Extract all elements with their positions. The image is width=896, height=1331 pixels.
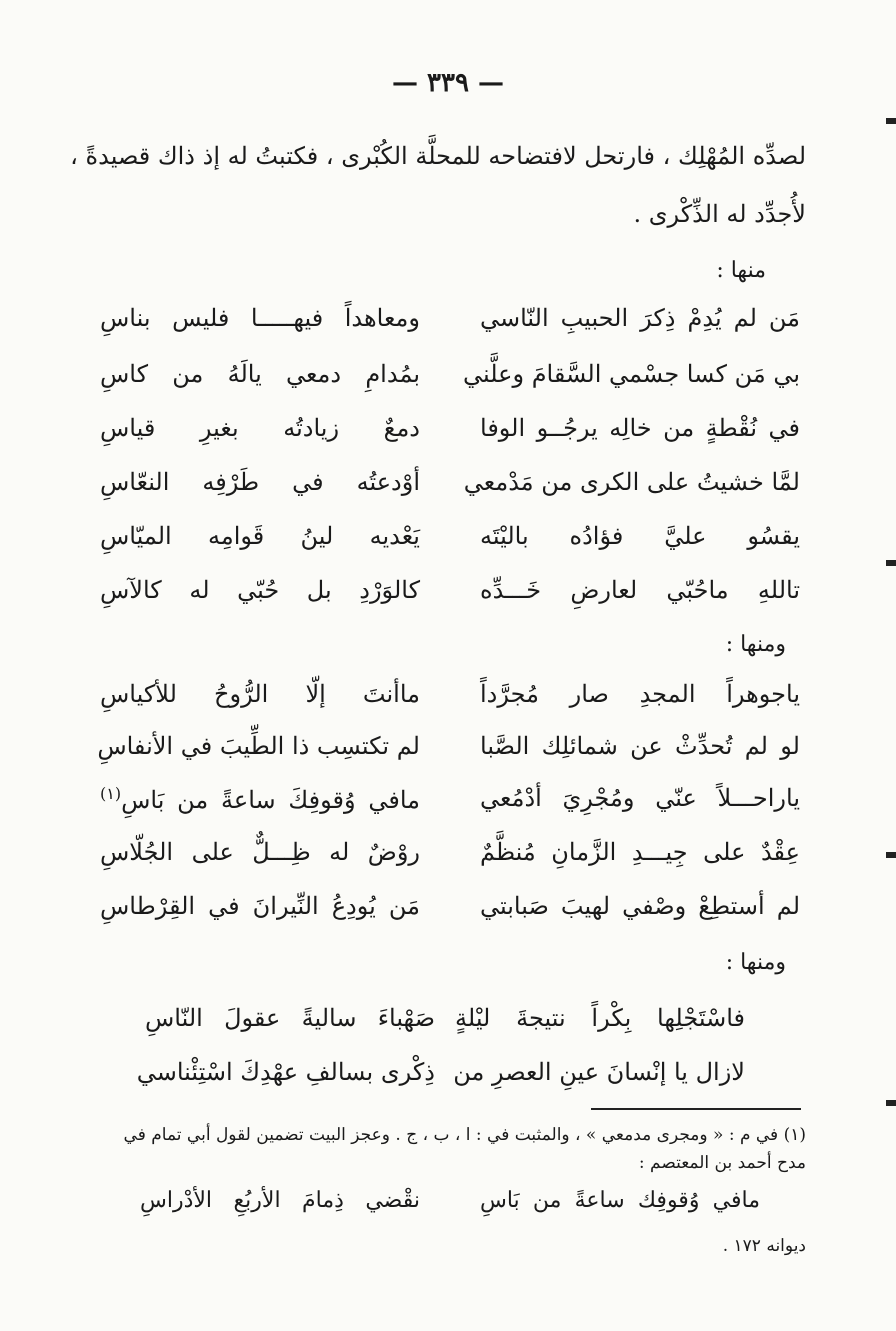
verse-first-hemistich: ياجوهراً المجدِ صار مُجرَّداً xyxy=(480,680,800,708)
verse-second-hemistich: ذِكْرى بسالفِ عهْدِكَ اسْتِئْناسي xyxy=(136,1058,435,1086)
verse-second-hemistich: دمعٌ زيادتُه بغيرِ قياسِ xyxy=(100,414,420,442)
verse-line xyxy=(97,732,800,772)
prose-line-2: لأُجدِّد له الذِّكْرى . xyxy=(633,200,806,228)
verse-line xyxy=(136,1058,745,1098)
section-label-minha: منها : xyxy=(716,258,766,283)
verse-second-hemistich: أوْدعتُه في طَرْفِه النعّاسِ xyxy=(100,468,420,496)
verse-first-hemistich: ياراحـــلاً عنّي ومُجْرِيَ أدْمُعي xyxy=(480,784,800,812)
edge-mark xyxy=(886,118,896,124)
verse-line xyxy=(100,784,800,824)
section-label-wa-minha: ومنها : xyxy=(725,632,786,657)
verse-first-hemistich: تاللهِ ماحُبّي لعارضِ خَـــدِّه xyxy=(480,576,800,604)
verse-first-hemistich: في نُقْطةٍ من خالِه يرجُــو الوفا xyxy=(480,414,800,442)
verse-first-hemistich: مافي وُقوفِك ساعةً من بَاسِ xyxy=(480,1188,760,1213)
verse-line xyxy=(100,414,800,454)
verse-second-hemistich xyxy=(100,784,420,814)
verse-second-hemistich: كالوَرْدِ بل حُبّي له كالآسِ xyxy=(100,576,420,604)
verse-first-hemistich: لو لم تُحدِّثْ عن شمائلِك الصَّبا xyxy=(480,732,800,760)
edge-mark xyxy=(886,852,896,858)
verse-second-hemistich: ماأنتَ إلّا الرُّوحُ للأكياسِ xyxy=(100,680,420,708)
edge-mark xyxy=(886,1100,896,1106)
verse-second-hemistich: صَهْباءَ ساليةً عقولَ النّاسِ xyxy=(145,1004,435,1032)
verse-first-hemistich: فاسْتَجْلِها بِكْراً نتيجةَ ليْلةٍ xyxy=(455,1004,745,1032)
section-label-wa-minha: ومنها : xyxy=(725,950,786,975)
edge-mark xyxy=(886,560,896,566)
verse-line xyxy=(100,576,800,616)
verse-hemistich-text: مافي وُقوفِكَ ساعةً من بَاسِ xyxy=(121,786,420,814)
verse-first-hemistich: مَن لم يُدِمْ ذِكرَ الحبيبِ النّاسي xyxy=(480,304,800,332)
verse-second-hemistich: روْضٌ له ظِـــلٌّ على الجُلّاسِ xyxy=(100,838,420,866)
page-number: — ٣٣٩ — xyxy=(391,68,505,98)
verse-first-hemistich: لازال يا إنْسانَ عينِ العصرِ من xyxy=(453,1058,745,1086)
verse-line xyxy=(100,304,800,344)
verse-line xyxy=(100,680,800,720)
verse-second-hemistich: ومعاهداً فيهـــــا فليس بناسِ xyxy=(100,304,420,332)
verse-line xyxy=(145,1004,745,1044)
footnote-reference: ديوانه ١٧٢ . xyxy=(722,1236,806,1256)
footnote-separator xyxy=(591,1108,801,1110)
verse-second-hemistich: نقْضي ذِمامَ الأربُعِ الأدْراسِ xyxy=(140,1188,420,1213)
verse-first-hemistich: لم أستطِعْ وصْفي لهيبَ صَبابتي xyxy=(480,892,800,920)
verse-line xyxy=(100,522,800,562)
footnote-marker: (١) xyxy=(100,784,122,803)
verse-first-hemistich: لمَّا خشيتُ على الكرى من مَدْمعي xyxy=(463,468,800,496)
verse-line xyxy=(100,838,800,878)
verse-first-hemistich: بي مَن كسا جسْمي السَّقامَ وعلَّني xyxy=(462,360,800,388)
verse-line xyxy=(100,468,800,508)
footnote-line-1: (١) في م : « ومجرى مدمعي » ، والمثبت في : ا ، ب ، ج . وعجز البيت تضمين لقول أبي تمام في xyxy=(123,1125,806,1145)
footnote-verse xyxy=(140,1188,760,1224)
verse-second-hemistich: مَن يُودِعُ النِّيرانَ في القِرْطاسِ xyxy=(100,892,420,920)
verse-line xyxy=(100,892,800,932)
verse-first-hemistich: عِقْدٌ على جِيـــدِ الزَّمانِ مُنظَّمٌ xyxy=(480,838,800,866)
footnote-line-2: مدح أحمد بن المعتصم : xyxy=(638,1153,806,1173)
prose-line-1: لصدِّه المُهْلِك ، فارتحل لافتضاحه للمحلَّة الكُبْرى ، فكتبتُ له إذ ذاك قصيدةً ، xyxy=(70,142,806,170)
verse-second-hemistich: يَعْديه لينُ قَوامِه الميّاسِ xyxy=(100,522,420,550)
verse-first-hemistich: يقسُو عليَّ فؤادُه باليْتَه xyxy=(480,522,800,550)
verse-line xyxy=(100,360,800,400)
verse-second-hemistich: لم تكتسِب ذا الطِّيبَ في الأنفاسِ xyxy=(97,732,420,760)
verse-second-hemistich: بمُدامِ دمعي يالَهُ من كاسِ xyxy=(100,360,420,388)
